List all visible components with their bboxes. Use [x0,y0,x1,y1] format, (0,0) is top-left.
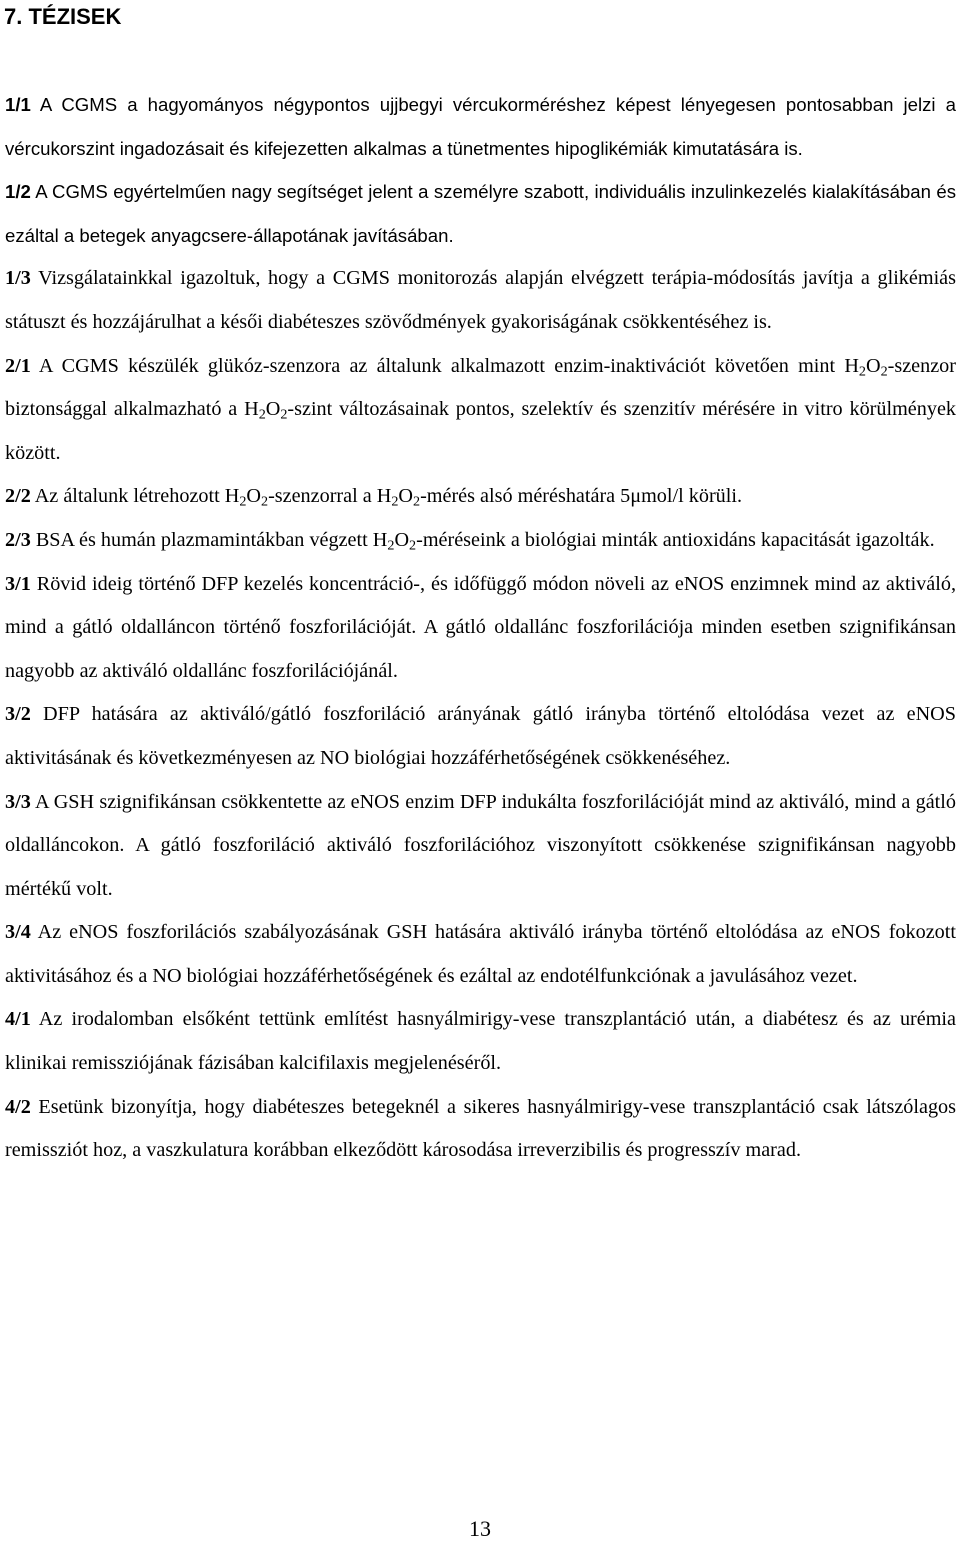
thesis-text: O [865,354,881,377]
thesis-paragraph [5,563,956,694]
thesis-paragraph [5,475,956,519]
thesis-number: 4/1 [5,1008,31,1031]
thesis-number: 3/1 [5,572,31,595]
thesis-text: O [394,528,410,551]
thesis-paragraph [5,257,956,344]
thesis-paragraph [5,998,956,1085]
page-number: 13 [469,1516,491,1541]
thesis-text: DFP hatására az aktiváló/gátló foszforiláció arányának gátló irányba történő eltolódása vezet az eNOS aktivitásának és következményesen az NO biológiai hozzáférhetőségének csökkenéséhez. [5,703,956,769]
thesis-text: -szenzorral a H [268,485,392,508]
thesis-text: A CGMS készülék glükóz-szenzora az általunk alkalmazott enzim-inaktivációt követően mint H [30,354,859,377]
theses-list [5,83,956,1173]
thesis-paragraph [5,781,956,912]
thesis-text: A CGMS egyértelműen nagy segítséget jelent a személyre szabott, individuális inzulinkezelés kialakításában és ezáltal a betegek anyagcsere-állapotának javításában. [5,181,956,246]
thesis-paragraph [5,519,956,563]
thesis-number: 2/2 [5,485,31,508]
thesis-text: -szenzor biztonsággal alkalmazható a H [5,354,956,421]
thesis-text: A CGMS a hagyományos négypontos ujjbegyi vércukorméréshez képest lényegesen pontosabban jelzi a vércukorszint ingadozásait és kifejezetten alkalmas a tünetmentes hipoglikémiák kimutatására is. [5,94,956,159]
subscript: 2 [258,406,266,423]
thesis-number: 3/3 [5,790,31,813]
thesis-paragraph [5,83,956,170]
subscript: 2 [261,493,269,510]
thesis-paragraph [5,170,956,257]
subscript: 2 [280,406,288,423]
thesis-text: Vizsgálatainkkal igazoltuk, hogy a CGMS monitorozás alapján elvégzett terápia-módosítás javítja a glikémiás státuszt és hozzájárulhat a késői diabéteszes szövődmények gyakoriságának csökkentéséhez is. [5,267,956,333]
thesis-number: 2/3 [5,528,31,551]
thesis-text: -méréseink a biológiai minták antioxidáns kapacitását igazolták. [416,528,935,551]
subscript: 2 [387,537,395,554]
thesis-paragraph [5,1086,956,1173]
thesis-number: 3/2 [5,703,31,726]
thesis-text: Az eNOS foszforilációs szabályozásának GSH hatására aktiváló irányba történő eltolódása az eNOS fokozott aktivitásához és a NO biológiai hozzáférhetőségének és ezáltal az endotélfunkciónak a javulásához vezet. [5,921,956,987]
thesis-number: 3/4 [5,921,31,944]
thesis-text: O [265,398,281,421]
thesis-text: Rövid ideig történő DFP kezelés koncentráció-, és időfüggő módon növeli az eNOS enzimnek mind az aktiváló, mind a gátló oldalláncon történő foszforilációját. A gátló oldallánc foszforilációja minden esetben szignifikánsan nagyobb az aktiváló oldallánc foszforilációjánál. [5,572,956,682]
subscript: 2 [880,363,888,380]
subscript: 2 [409,537,417,554]
page-heading: 7. TÉZISEK [4,4,122,29]
thesis-text: BSA és humán plazmamintákban végzett H [30,528,388,551]
thesis-text: A GSH szignifikánsan csökkentette az eNOS enzim DFP indukálta foszforilációját mind az aktiváló, mind a gátló oldalláncokon. A gátló foszforiláció aktiváló foszforilációhoz viszonyított csökkenése szignifikánsan nagyobb mértékű volt. [5,790,956,900]
thesis-paragraph [5,345,956,476]
subscript: 2 [413,493,421,510]
thesis-paragraph [5,911,956,998]
subscript: 2 [391,493,399,510]
thesis-text: -mérés alsó méréshatára 5μmol/l körüli. [420,485,743,508]
thesis-text: -szint változásainak pontos, szelektív és szenzitív mérésére in vitro körülmények között. [5,398,956,464]
subscript: 2 [239,493,247,510]
subscript: 2 [858,363,866,380]
thesis-text: Az általunk létrehozott H [30,485,240,508]
thesis-text: Az irodalomban elsőként tettünk említést hasnyálmirigy-vese transzplantáció után, a diabétesz és az urémia klinikai remissziójának fázisában kalcifilaxis megjelenéséről. [5,1008,956,1075]
thesis-text: Esetünk bizonyítja, hogy diabéteszes betegeknél a sikeres hasnyálmirigy-vese transzplantáció csak látszólagos remissziót hoz, a vaszkulatura korábban elkeződött károsodása irreverzibilis és progresszív marad. [5,1095,956,1162]
thesis-text: O [398,485,414,508]
thesis-number: 1/2 [5,181,31,203]
thesis-number: 4/2 [5,1095,31,1118]
thesis-number: 2/1 [5,354,31,377]
thesis-number: 1/3 [5,267,31,290]
thesis-paragraph [5,693,956,780]
thesis-text: O [246,485,261,508]
thesis-number: 1/1 [5,94,31,115]
